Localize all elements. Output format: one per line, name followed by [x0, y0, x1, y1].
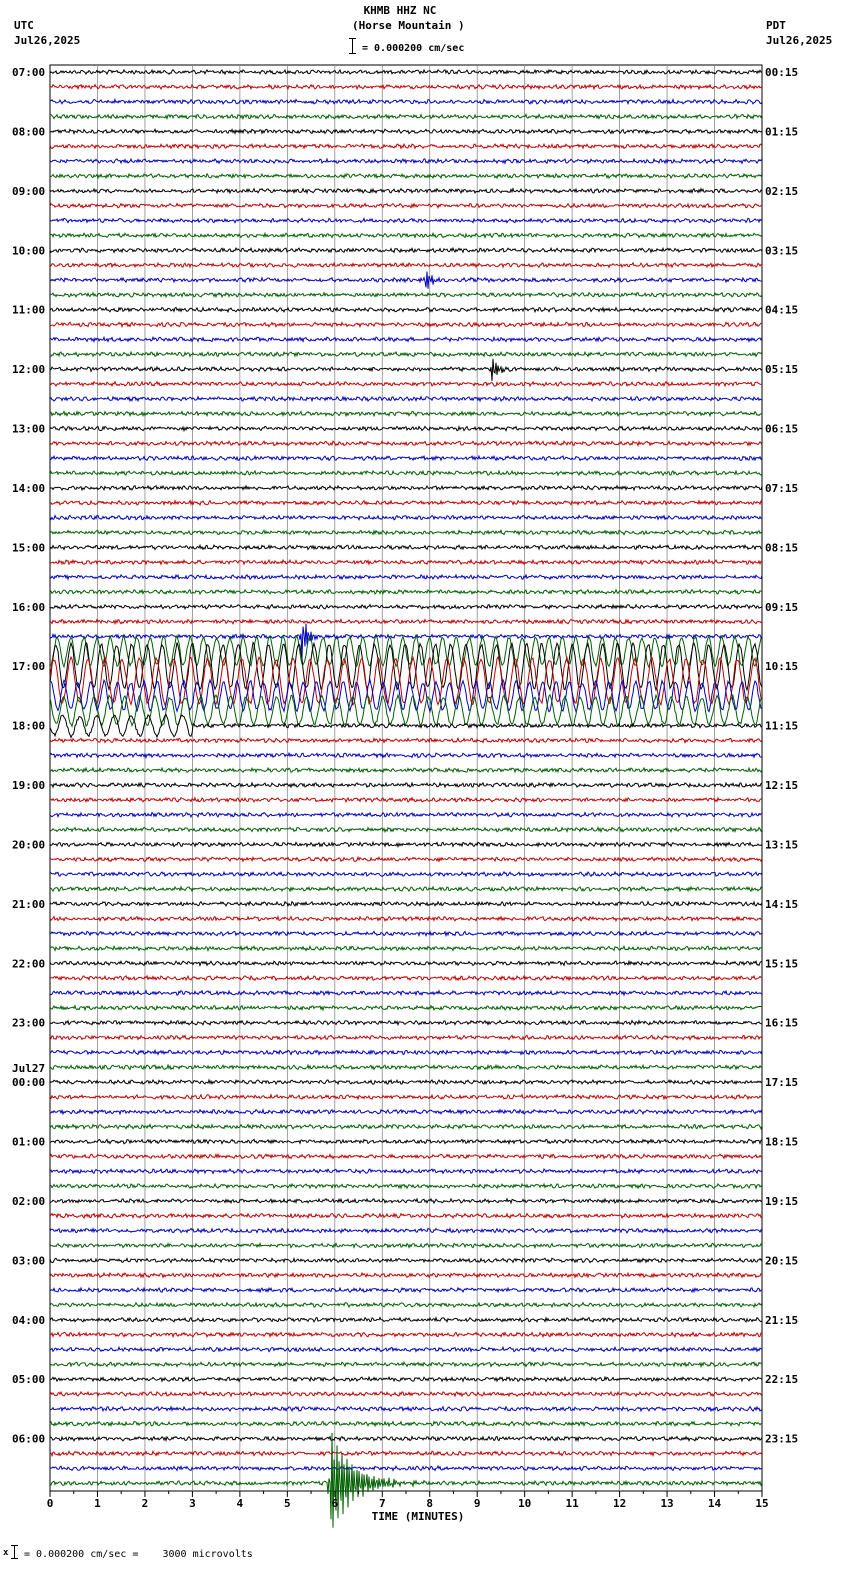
seismic-trace	[50, 768, 762, 772]
footer-marker-icon: x	[3, 1548, 9, 1558]
seismic-trace	[50, 1080, 762, 1084]
seismic-trace	[50, 738, 762, 742]
seismic-trace	[50, 1125, 762, 1129]
seismic-trace	[50, 575, 762, 579]
seismic-trace	[50, 991, 762, 995]
left-hour-label: 17:00	[12, 660, 46, 674]
seismic-trace	[50, 337, 762, 341]
left-hour-label: 02:00	[12, 1194, 46, 1208]
seismic-trace	[50, 857, 762, 861]
left-hour-label: 06:00	[12, 1432, 46, 1446]
right-timezone: PDT	[766, 19, 786, 32]
right-hour-label: 10:15	[765, 660, 799, 674]
seismic-trace	[50, 263, 762, 267]
left-hour-label: 05:00	[12, 1373, 46, 1387]
seismic-trace	[50, 204, 762, 208]
left-hour-label: 20:00	[12, 838, 46, 852]
seismic-trace	[50, 976, 762, 980]
seismic-trace	[50, 753, 762, 757]
left-hour-label: 23:00	[12, 1016, 46, 1030]
seismic-trace	[50, 1273, 762, 1277]
seismic-trace	[50, 308, 762, 312]
left-hour-label: 09:00	[12, 184, 46, 198]
seismic-trace	[50, 248, 762, 252]
right-hour-label: 05:15	[765, 363, 799, 377]
seismic-trace	[50, 1407, 762, 1411]
seismic-trace	[50, 1377, 762, 1381]
seismic-trace	[50, 1050, 762, 1054]
left-hour-label: 19:00	[12, 779, 46, 792]
seismic-trace	[50, 1006, 762, 1010]
right-hour-label: 14:15	[765, 897, 799, 911]
right-hour-label: 03:15	[765, 244, 799, 258]
seismic-trace	[50, 516, 762, 520]
x-tick-label: 2	[141, 1497, 149, 1510]
x-tick-label: 9	[473, 1497, 481, 1510]
seismic-trace	[50, 931, 762, 935]
seismic-trace	[50, 1184, 762, 1188]
seismic-trace	[50, 635, 762, 667]
seismic-trace	[50, 352, 762, 356]
seismic-trace	[50, 887, 762, 891]
seismic-trace	[50, 100, 762, 104]
seismic-trace	[50, 620, 762, 624]
seismic-trace	[50, 456, 762, 460]
x-tick-label: 6	[331, 1497, 339, 1510]
station-location: (Horse Mountain )	[352, 19, 465, 32]
seismic-trace	[50, 293, 762, 297]
footer-scale-note: = 0.000200 cm/sec = 3000 microvolts	[24, 1549, 253, 1560]
seismic-trace	[50, 961, 762, 965]
seismic-trace	[50, 1303, 762, 1307]
seismic-trace	[50, 1065, 762, 1069]
x-tick-label: 15	[755, 1497, 769, 1510]
right-hour-label: 15:15	[765, 957, 799, 971]
seismic-trace	[50, 813, 762, 817]
left-hour-label: 12:00	[12, 363, 46, 377]
seismic-trace	[50, 233, 762, 237]
x-tick-label: 10	[518, 1497, 532, 1510]
seismic-trace	[50, 827, 762, 831]
left-hour-label: 16:00	[12, 600, 46, 614]
seismic-trace	[50, 1154, 762, 1158]
right-hour-label: 12:15	[765, 779, 799, 792]
x-tick-label: 14	[707, 1497, 722, 1510]
seismic-trace	[50, 1347, 762, 1351]
left-date: Jul26,2025	[14, 34, 81, 47]
seismic-trace	[50, 159, 762, 163]
seismic-trace	[50, 114, 762, 118]
seismic-trace	[50, 1095, 762, 1099]
x-tick-label: 5	[284, 1497, 291, 1510]
seismic-trace	[50, 783, 762, 787]
seismic-trace	[50, 322, 762, 326]
right-hour-label: 00:15	[765, 66, 799, 79]
seismic-trace	[50, 798, 762, 802]
right-hour-label: 23:15	[765, 1432, 799, 1446]
right-hour-label: 21:15	[765, 1313, 799, 1327]
right-hour-label: 01:15	[765, 125, 799, 139]
seismic-trace	[50, 872, 762, 876]
seismic-trace	[50, 85, 762, 89]
seismic-trace	[50, 1229, 762, 1233]
x-tick-label: 12	[612, 1497, 627, 1510]
seismic-trace	[50, 1110, 762, 1114]
seismic-trace	[50, 1422, 762, 1426]
footer-scale-bar-cap-bottom	[11, 1558, 18, 1559]
seismic-trace	[50, 1169, 762, 1173]
left-hour-label: 21:00	[12, 897, 46, 911]
left-hour-label: 08:00	[12, 125, 46, 139]
right-hour-label: 09:15	[765, 600, 799, 614]
x-tick-label: 1	[94, 1497, 101, 1510]
x-tick-label: 8	[426, 1497, 434, 1510]
left-hour-label: 00:00	[12, 1076, 46, 1090]
left-hour-label: 18:00	[12, 719, 46, 733]
seismic-trace	[50, 189, 762, 193]
right-hour-label: 08:15	[765, 541, 799, 555]
right-hour-label: 06:15	[765, 422, 799, 436]
seismic-trace	[50, 1035, 762, 1039]
x-axis-label: TIME (MINUTES)	[371, 1510, 465, 1523]
seismic-trace	[50, 129, 762, 133]
seismic-trace	[50, 530, 762, 534]
seismic-trace	[50, 842, 762, 846]
seismic-trace	[50, 397, 762, 401]
right-hour-label: 22:15	[765, 1373, 799, 1387]
left-hour-label: 15:00	[12, 541, 46, 555]
x-tick-label: 3	[189, 1497, 196, 1510]
seismic-trace	[50, 359, 762, 381]
seismic-trace	[50, 144, 762, 148]
right-hour-label: 04:15	[765, 303, 799, 317]
seismic-trace	[50, 715, 762, 738]
seismic-trace	[50, 1437, 762, 1441]
right-hour-label: 11:15	[765, 719, 799, 733]
right-hour-label: 02:15	[765, 184, 799, 198]
left-timezone: UTC	[14, 19, 34, 32]
seismic-trace	[50, 560, 762, 564]
left-hour-label: 14:00	[12, 481, 46, 495]
right-hour-label: 16:15	[765, 1016, 799, 1030]
seismic-trace	[50, 441, 762, 445]
seismic-trace	[50, 946, 762, 950]
right-hour-label: 07:15	[765, 481, 799, 495]
x-tick-label: 4	[236, 1497, 244, 1510]
left-hour-label: 04:00	[12, 1313, 46, 1327]
right-date: Jul26,2025	[766, 34, 833, 47]
seismic-trace	[50, 1332, 762, 1336]
seismic-trace	[50, 501, 762, 505]
left-hour-label: 01:00	[12, 1135, 46, 1149]
seismic-trace	[50, 917, 762, 921]
date-change-label: Jul27	[12, 1062, 46, 1076]
seismic-trace	[50, 218, 762, 222]
seismic-trace	[50, 1288, 762, 1292]
footer-scale-bar-cap-top	[11, 1545, 18, 1546]
seismic-trace	[50, 590, 762, 594]
seismic-trace	[50, 1214, 762, 1218]
seismic-trace	[50, 1318, 762, 1322]
right-hour-label: 18:15	[765, 1135, 799, 1149]
left-hour-label: 22:00	[12, 957, 46, 971]
right-hour-label: 20:15	[765, 1254, 799, 1268]
seismic-trace	[50, 1362, 762, 1366]
seismic-trace	[50, 1392, 762, 1396]
x-tick-label: 7	[378, 1497, 386, 1510]
seismic-trace	[50, 545, 762, 549]
seismic-trace	[50, 1243, 762, 1247]
right-hour-label: 13:15	[765, 838, 799, 852]
seismic-trace	[50, 426, 762, 430]
seismic-trace	[50, 174, 762, 178]
footer-scale-bar-icon	[14, 1545, 15, 1559]
left-hour-label: 11:00	[12, 303, 46, 317]
right-hour-label: 19:15	[765, 1194, 799, 1208]
seismic-trace	[50, 272, 762, 289]
seismic-trace	[50, 382, 762, 386]
seismic-trace	[50, 1466, 762, 1470]
left-hour-label: 03:00	[12, 1254, 46, 1268]
seismic-trace	[50, 605, 762, 609]
left-hour-label: 13:00	[12, 422, 46, 436]
seismic-trace	[50, 486, 762, 490]
seismic-trace	[50, 471, 762, 475]
seismic-trace	[50, 70, 762, 74]
station-title: KHMB HHZ NC	[363, 4, 437, 17]
scale-label: = 0.000200 cm/sec	[362, 43, 465, 54]
seismic-trace	[50, 412, 762, 416]
seismic-trace	[50, 1451, 762, 1455]
seismic-trace	[50, 902, 762, 906]
left-hour-label: 07:00	[12, 66, 46, 79]
left-hour-label: 10:00	[12, 244, 46, 258]
x-tick-label: 11	[565, 1497, 579, 1510]
x-tick-label: 0	[46, 1497, 54, 1510]
seismic-trace	[50, 1139, 762, 1143]
seismic-trace	[50, 1021, 762, 1025]
x-tick-label: 13	[660, 1497, 674, 1510]
seismic-trace	[50, 1258, 762, 1262]
seismic-trace	[50, 1199, 762, 1203]
right-hour-label: 17:15	[765, 1076, 799, 1090]
